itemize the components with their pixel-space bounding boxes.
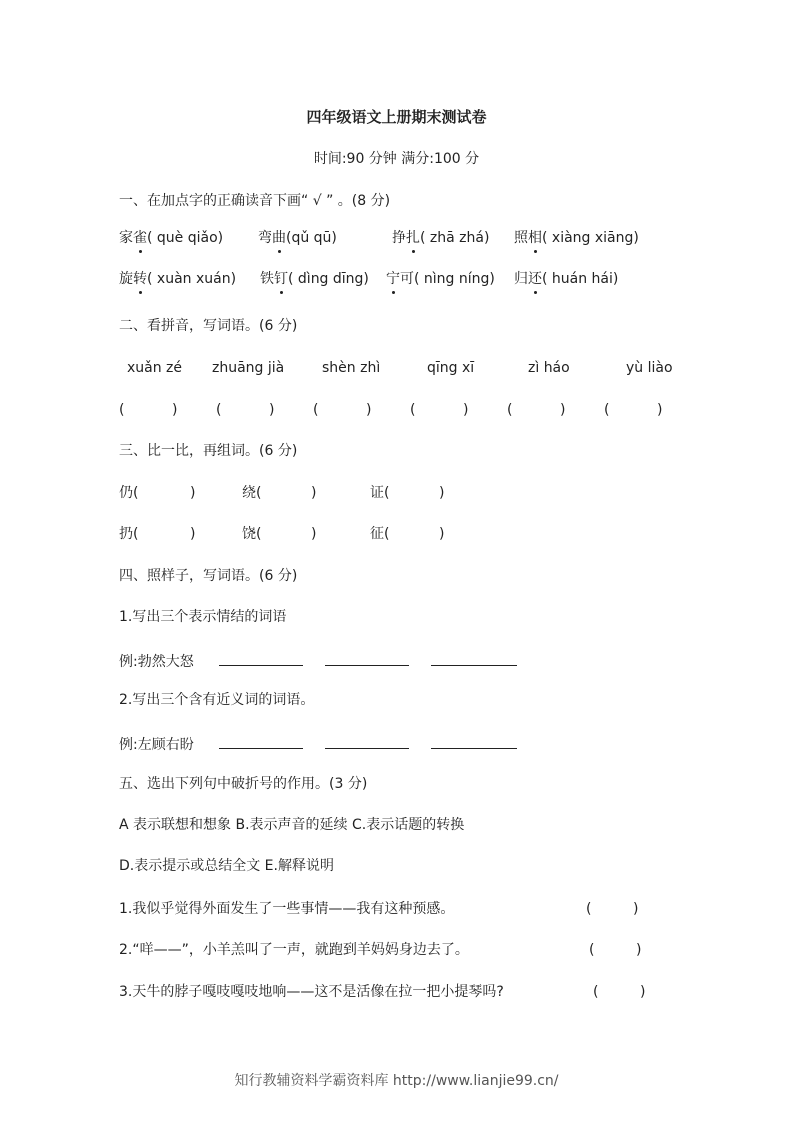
s1-item-3-char: 挣 bbox=[392, 230, 406, 246]
s4-blank-3[interactable] bbox=[431, 649, 517, 666]
s1-item-8-pinyin: ( huán hái) bbox=[542, 271, 619, 287]
s4-blank-4[interactable] bbox=[219, 732, 303, 749]
s4-blank-5[interactable] bbox=[325, 732, 409, 749]
s4-example-1-row bbox=[119, 649, 517, 672]
s1-item-1-char: 家 bbox=[119, 230, 133, 246]
s1-item-2-dotted-char: 曲 bbox=[272, 230, 286, 246]
s2-answer-3-open: ( bbox=[313, 402, 319, 418]
s1-item-4-dotted-char: 相 bbox=[528, 230, 542, 246]
s1-item-7-dotted-char: 宁 bbox=[386, 271, 400, 287]
s1-item-3-dotted-char: 扎 bbox=[406, 230, 420, 246]
s1-item-1-pinyin: ( què qiǎo) bbox=[147, 230, 224, 246]
s4-blank-1[interactable] bbox=[219, 649, 303, 666]
s5-question-1: 1.我似乎觉得外面发生了一些事情——我有这种预感。 bbox=[119, 901, 455, 917]
s1-item-1 bbox=[119, 228, 223, 248]
s1-item-1-dotted-char: 雀 bbox=[133, 230, 147, 246]
s2-pinyin-2: zhuāng jià bbox=[212, 360, 285, 376]
s1-item-6 bbox=[260, 269, 369, 289]
s4-example-2-row bbox=[119, 732, 517, 755]
s3-row1-item-2-close: ) bbox=[311, 485, 317, 501]
s4-question-1: 1.写出三个表示情结的词语 bbox=[119, 609, 287, 625]
s2-answer-6-open: ( bbox=[604, 402, 610, 418]
section-4-heading: 四、照样子，写词语。(6 分) bbox=[119, 568, 298, 584]
s1-item-2 bbox=[258, 228, 337, 248]
s4-blank-6[interactable] bbox=[431, 732, 517, 749]
s2-answer-4-open: ( bbox=[410, 402, 416, 418]
s1-item-6-dotted-char: 钉 bbox=[274, 271, 288, 287]
footer-source-link[interactable]: 知行教辅资料学霸资料库 http://www.lianjie99.cn/ bbox=[234, 1073, 559, 1089]
s3-row2-item-2: 饶( bbox=[242, 526, 262, 542]
s1-item-8 bbox=[514, 269, 618, 289]
s2-pinyin-1: xuǎn zé bbox=[127, 360, 183, 376]
s2-pinyin-3: shèn zhì bbox=[322, 360, 381, 376]
s2-answer-5-open: ( bbox=[507, 402, 513, 418]
s5-answer-2-close: ) bbox=[636, 942, 642, 958]
s1-item-2-pinyin: (qǔ qū) bbox=[286, 230, 337, 246]
section-2-heading: 二、看拼音，写词语。(6 分) bbox=[119, 318, 298, 334]
exam-title: 四年级语文上册期末测试卷 bbox=[306, 108, 487, 126]
section-1-heading: 一、在加点字的正确读音下画“ √ ” 。(8 分) bbox=[119, 193, 391, 209]
s2-pinyin-4: qīng xī bbox=[427, 360, 475, 376]
s1-item-5-dotted-char: 转 bbox=[133, 271, 147, 287]
s2-pinyin-6: yù liào bbox=[626, 360, 673, 376]
s3-row2-item-3: 征( bbox=[370, 526, 390, 542]
s1-item-8-dotted-char: 还 bbox=[528, 271, 542, 287]
s1-item-7-char: 可 bbox=[400, 271, 414, 287]
s3-row2-item-1-close: ) bbox=[190, 526, 196, 542]
exam-subtitle: 时间:90 分钟 满分:100 分 bbox=[313, 151, 480, 167]
s3-row2-item-3-close: ) bbox=[439, 526, 445, 542]
s1-item-4 bbox=[514, 228, 639, 248]
s2-answer-1-close: ) bbox=[172, 402, 178, 418]
s3-row1-item-1: 仍( bbox=[119, 485, 139, 501]
s1-item-6-pinyin: ( dìng dīng) bbox=[288, 271, 369, 287]
s1-item-7 bbox=[386, 269, 495, 289]
section-3-heading: 三、比一比，再组词。(6 分) bbox=[119, 443, 298, 459]
s1-item-5-pinyin: ( xuàn xuán) bbox=[147, 271, 237, 287]
s1-item-4-pinyin: ( xiàng xiāng) bbox=[542, 230, 639, 246]
s2-answer-4-close: ) bbox=[463, 402, 469, 418]
s2-pinyin-5: zì háo bbox=[528, 360, 570, 376]
s5-answer-1-open: ( bbox=[586, 901, 592, 917]
s1-item-8-char: 归 bbox=[514, 271, 528, 287]
s3-row1-item-3: 证( bbox=[370, 485, 390, 501]
s5-question-3: 3.天牛的脖子嘎吱嘎吱地响——这不是活像在拉一把小提琴吗? bbox=[119, 984, 504, 1000]
s3-row1-item-2: 绕( bbox=[242, 485, 262, 501]
s1-item-5-char: 旋 bbox=[119, 271, 133, 287]
s2-answer-1-open: ( bbox=[119, 402, 125, 418]
s2-answer-3-close: ) bbox=[366, 402, 372, 418]
s2-answer-5-close: ) bbox=[560, 402, 566, 418]
s5-answer-1-close: ) bbox=[633, 901, 639, 917]
s4-question-2: 2.写出三个含有近义词的词语。 bbox=[119, 692, 315, 708]
s4-example-2: 例:左顾右盼 bbox=[119, 737, 194, 753]
s5-options-1: A 表示联想和想象 B.表示声音的延续 C.表示话题的转换 bbox=[119, 817, 465, 833]
s4-blank-2[interactable] bbox=[325, 649, 409, 666]
s2-answer-6-close: ) bbox=[657, 402, 663, 418]
s1-item-7-pinyin: ( nìng níng) bbox=[414, 271, 495, 287]
s5-answer-3-close: ) bbox=[640, 984, 646, 1000]
s3-row1-item-3-close: ) bbox=[439, 485, 445, 501]
s1-item-6-char: 铁 bbox=[260, 271, 274, 287]
s3-row2-item-2-close: ) bbox=[311, 526, 317, 542]
s1-item-2-char: 弯 bbox=[258, 230, 272, 246]
s1-item-4-char: 照 bbox=[514, 230, 528, 246]
s1-item-3 bbox=[392, 228, 489, 248]
s5-question-2: 2.“咩——”，小羊羔叫了一声，就跑到羊妈妈身边去了。 bbox=[119, 942, 469, 958]
s5-answer-2-open: ( bbox=[589, 942, 595, 958]
s3-row2-item-1: 扔( bbox=[119, 526, 139, 542]
s1-item-3-pinyin: ( zhā zhá) bbox=[420, 230, 490, 246]
s2-answer-2-close: ) bbox=[269, 402, 275, 418]
section-5-heading: 五、选出下列句中破折号的作用。(3 分) bbox=[119, 776, 368, 792]
s2-answer-2-open: ( bbox=[216, 402, 222, 418]
s1-item-5 bbox=[119, 269, 236, 289]
s4-example-1: 例:勃然大怒 bbox=[119, 654, 194, 670]
s5-answer-3-open: ( bbox=[593, 984, 599, 1000]
s5-options-2: D.表示提示或总结全文 E.解释说明 bbox=[119, 858, 334, 874]
s3-row1-item-1-close: ) bbox=[190, 485, 196, 501]
